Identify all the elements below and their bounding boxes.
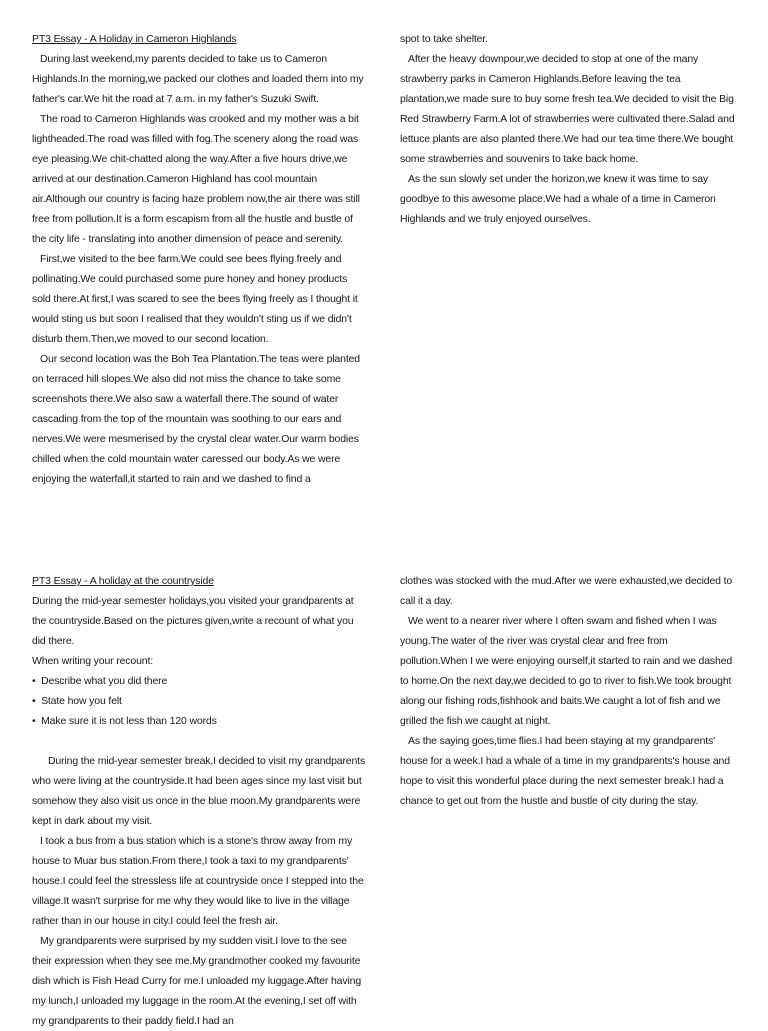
essay1-column-left (32, 29, 368, 489)
essay2-paragraph-2: I took a bus from a bus station which is a stone's throw away from my house to Muar bus station.From there,I took a taxi to my grandparents' house.I could feel the stressless life at countryside once I stepped into the village.It wasn't surprise for me why they would like to live in the village rather than in our house in city.I could feel the fresh air. (32, 835, 364, 927)
instruction-item: • State how you felt (32, 691, 368, 711)
essay1-continuation: spot to take shelter. (400, 33, 488, 45)
instruction-item: • Describe what you did there (32, 671, 368, 691)
essay2-instruction-list (32, 671, 368, 731)
essay1-paragraph-5: After the heavy downpour,we decided to stop at one of the many strawberry parks in Cameron Highlands.Before leaving the tea plantation,we made sure to buy some fresh tea.We decided to visit the Big Red Strawberry Farm.A lot of strawberries were cultivated there.Salad and lettuce plants are also planted there.We had our tea time there.We bought some strawberries and souvenirs to take back home. (400, 53, 735, 165)
instruction-item: • Make sure it is not less than 120 words (32, 711, 368, 731)
essay2-prompt: During the mid-year semester holidays,you visited your grandparents at the countryside.Based on the pictures given,write a recount of what you did there. (32, 595, 354, 647)
essay2-instructions-label: When writing your recount: (32, 655, 153, 667)
essay2-paragraph-1: During the mid-year semester break,I decided to visit my grandparents who were living at the countryside.It had been ages since my last visit but somehow they also visit us once in the blue moon.My grandparents were kept in dark about my visit. (32, 755, 366, 827)
essay1-title: PT3 Essay - A Holiday in Cameron Highlands (32, 33, 237, 45)
essay1-paragraph-6: As the sun slowly set under the horizon,we knew it was time to say goodbye to this awesome place.We had a whale of a time in Cameron Highlands and we truly enjoyed ourselves. (400, 173, 716, 225)
spacer (32, 731, 368, 751)
essay2-paragraph-3: My grandparents were surprised by my sudden visit.I love to the see their expression when they see me.My grandmother cooked my favourite dish which is Fish Head Curry for me.I unloaded my luggage.After having my lunch,I unloaded my luggage in the room.At the evening,I set off with my grandparents to their paddy field.I had an (32, 935, 362, 1027)
essay2-column-left (32, 571, 368, 1031)
essay1-paragraph-3: First,we visited to the bee farm.We could see bees flying freely and pollinating.We could purchased some pure honey and honey products sold there.At first,I was scared to see the bees flying freely as I thought it would sting us but soon I realised that they wouldn't sting us if we didn't disturb them.Then,we moved to our second location. (32, 253, 358, 345)
essay2-paragraph-5: As the saying goes,time flies.I had been staying at my grandparents' house for a week.I had a whale of a time in my grandparents's house and hope to visit this wonderful place during the next semester break.I had a chance to get out from the hustle and bustle of city during the stay. (400, 735, 730, 807)
essay1-paragraph-1: During last weekend,my parents decided to take us to Cameron Highlands.In the morning,we packed our clothes and loaded them into my father's car.We hit the road at 7 a.m. in my father's Suzuki Swift. (32, 53, 364, 105)
essay1-paragraph-2: The road to Cameron Highlands was crooked and my mother was a bit lightheaded.The road was filled with fog.The scenery along the road was eye pleasing.We chit-chatted along the way.After a five hours drive,we arrived at our destination.Cameron Highland has cool mountain air.Although our country is facing haze problem now,the air there was still free from pollution.It is a form escapism from all the hustle and bustle of the city life - translating into another dimension of peace and serenity. (32, 113, 360, 245)
essay1-column-right (400, 29, 736, 229)
essay2-paragraph-4: We went to a nearer river where I often swam and fished when I was young.The water of the river was crystal clear and free from pollution.When I we were enjoying ourself,it started to rain and we dashed to home.On the next day,we decided to go to river to fish.We took brought along our fishing rods,fishhook and baits.We caught a lot of fish and we grilled the fish we caught at night. (400, 615, 733, 727)
essay2-continuation: clothes was stocked with the mud.After we were exhausted,we decided to call it a day. (400, 575, 733, 607)
essay2-title: PT3 Essay - A holiday at the countryside (32, 575, 214, 587)
essay2-column-right (400, 571, 736, 811)
essay1-paragraph-4: Our second location was the Boh Tea Plantation.The teas were planted on terraced hill slopes.We also did not miss the chance to take some screenshots there.We also saw a waterfall there.The sound of water cascading from the top of the mountain was soothing to our ears and nerves.We were mesmerised by the crystal clear water.Our warm bodies chilled when the cold mountain water caressed our body.As we were enjoying the waterfall,it started to rain and we dashed to find a (32, 353, 360, 485)
